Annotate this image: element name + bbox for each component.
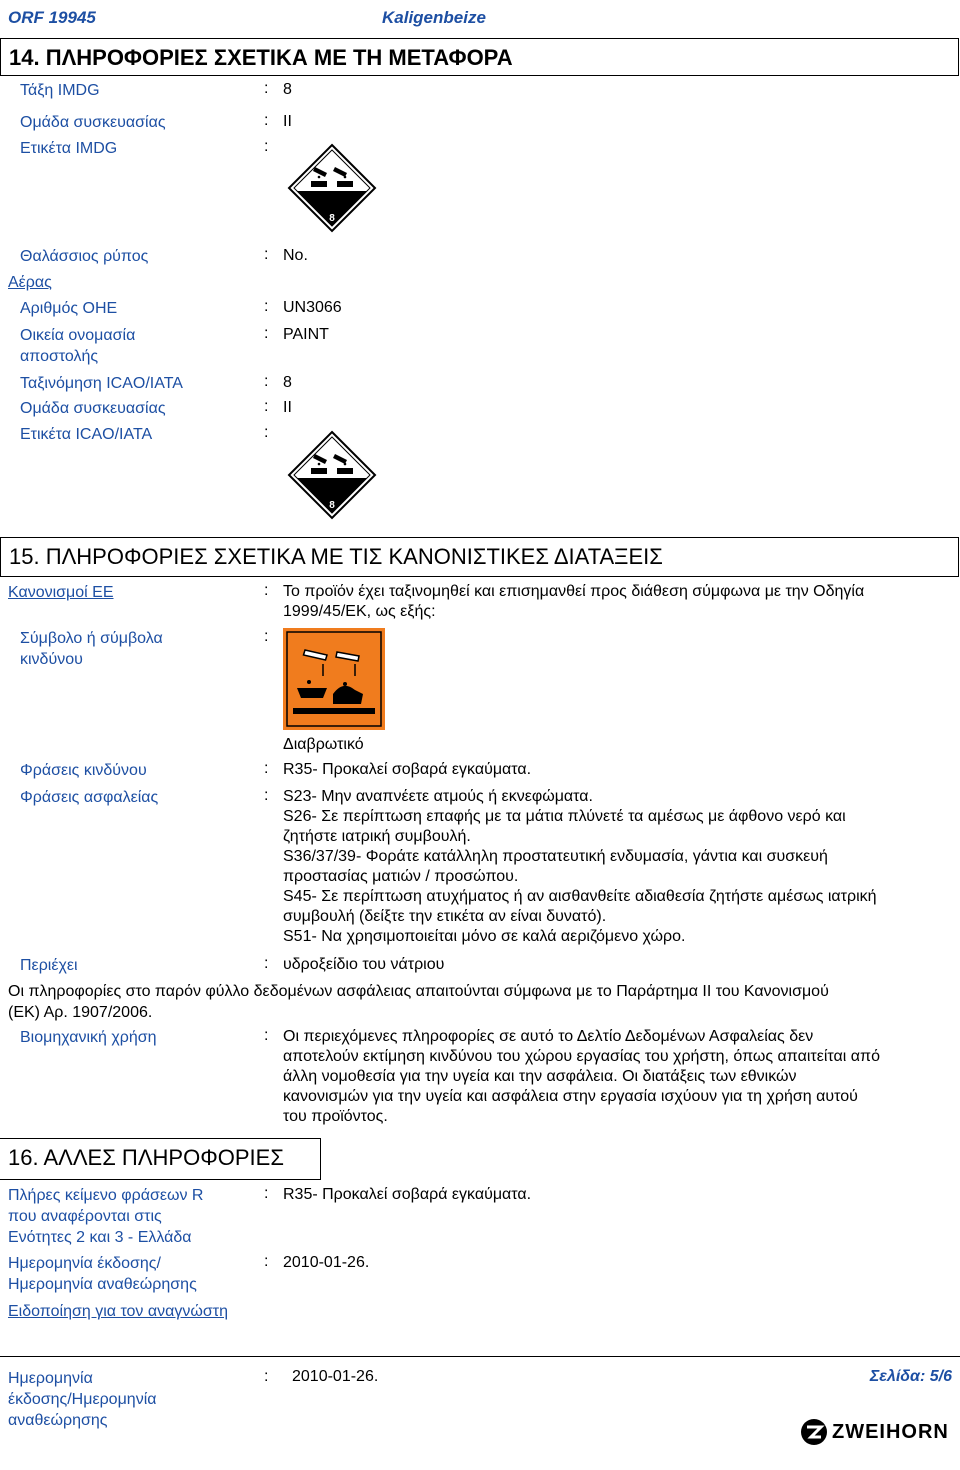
industrial-use-value bbox=[283, 1027, 880, 1127]
footer-date-label bbox=[8, 1368, 157, 1431]
colon: : bbox=[264, 246, 269, 263]
safety-phrase-line: S45- Σε περίπτωση ατυχήματος ή αν αισθανθείτε αδιαθεσία ζητήστε αμέσως ιατρική bbox=[283, 888, 877, 905]
colon: : bbox=[264, 955, 269, 972]
corrosive-placard-icon bbox=[287, 430, 377, 520]
risk-phrases-value: R35- Προκαλεί σοβαρά εγκαύματα. bbox=[283, 761, 532, 778]
corrosive-symbol-icon bbox=[283, 628, 385, 730]
product-code: ORF 19945 bbox=[8, 8, 96, 27]
logo-emblem-icon bbox=[800, 1418, 828, 1446]
industrial-use-line: αποτελούν εκτίμηση κινδύνου του χώρου εργασίας του χρήστη, όπως απαιτείται από bbox=[283, 1048, 880, 1065]
risk-phrases-label: Φράσεις κινδύνου bbox=[20, 762, 147, 779]
section-16-header bbox=[0, 1138, 321, 1180]
shipping-name-label-line: αποστολής bbox=[20, 348, 99, 365]
r-phrases-label-line: που αναφέρονται στις bbox=[8, 1208, 162, 1225]
imdg-packing-group-value: II bbox=[283, 113, 292, 130]
colon: : bbox=[264, 1368, 269, 1385]
regulation-note-line: (ΕΚ) Αρ. 1907/2006. bbox=[8, 1004, 153, 1021]
issue-date-label-line: Ημερομηνία έκδοσης/ bbox=[8, 1255, 161, 1272]
safety-phrase-line: S36/37/39- Φοράτε κατάλληλη προστατευτική ενδυμασία, γάντια και συσκευή bbox=[283, 848, 828, 865]
section-15-header bbox=[0, 537, 959, 577]
colon: : bbox=[264, 138, 269, 155]
zweihorn-logo bbox=[800, 1418, 949, 1446]
imdg-label-label: Ετικέτα IMDG bbox=[20, 140, 118, 157]
colon: : bbox=[264, 582, 269, 599]
contains-label: Περιέχει bbox=[20, 957, 78, 974]
r-phrases-label-line: Πλήρες κείμενο φράσεων R bbox=[8, 1187, 204, 1204]
hazard-symbol-label-line: κινδύνου bbox=[20, 651, 83, 668]
footer-divider bbox=[0, 1356, 960, 1357]
placard-number: 8 bbox=[329, 213, 335, 224]
colon: : bbox=[264, 1027, 269, 1044]
section-14-header bbox=[0, 38, 959, 76]
colon: : bbox=[264, 373, 269, 390]
hazard-symbol-label-line: Σύμβολο ή σύμβολα bbox=[20, 630, 163, 647]
colon: : bbox=[264, 112, 269, 129]
safety-phrases-label: Φράσεις ασφαλείας bbox=[20, 789, 159, 806]
section-14-title: 14. ΠΛΗΡΟΦΟΡΙΕΣ ΣΧΕΤΙΚΑ ΜΕ ΤΗ ΜΕΤΑΦΟΡΑ bbox=[9, 45, 513, 70]
r-phrases-full-text-label bbox=[8, 1185, 203, 1248]
iata-packing-group-label: Ομάδα συσκευασίας bbox=[20, 400, 166, 417]
logo-text: ZWEIHORN bbox=[832, 1420, 949, 1443]
footer-date-label-line: αναθεώρησης bbox=[8, 1412, 108, 1429]
un-number-label: Αριθμός ΟΗΕ bbox=[20, 300, 118, 317]
marine-pollutant-label: Θαλάσσιος ρύπος bbox=[20, 248, 149, 265]
eu-regulations-label: Κανονισμοί ΕΕ bbox=[8, 584, 114, 601]
issue-date-label-line: Ημερομηνία αναθεώρησης bbox=[8, 1276, 197, 1293]
r-phrases-label-line: Ενότητες 2 και 3 - Ελλάδα bbox=[8, 1229, 192, 1246]
iata-class-label: Ταξινόμηση ICAO/IATA bbox=[20, 375, 183, 392]
colon: : bbox=[264, 398, 269, 415]
hazard-symbol-caption: Διαβρωτικό bbox=[283, 736, 364, 753]
eu-regulations-line: Το προϊόν έχει ταξινομηθεί και επισημανθεί προς διάθεση σύμφωνα με την Οδηγία bbox=[283, 583, 865, 600]
iata-packing-group-value: II bbox=[283, 399, 292, 416]
eu-regulations-value bbox=[283, 582, 864, 622]
industrial-use-line: άλλη νομοθεσία για την υγεία και την ασφάλεια. Οι διατάξεις των εθνικών bbox=[283, 1068, 797, 1085]
safety-phrase-line: ζητήστε ιατρική συμβουλή. bbox=[283, 828, 471, 845]
hazard-symbol-label bbox=[20, 628, 163, 670]
placard-number: 8 bbox=[329, 500, 335, 511]
footer-date-value: 2010-01-26. bbox=[292, 1368, 379, 1385]
un-number-value: UN3066 bbox=[283, 299, 342, 316]
marine-pollutant-value: No. bbox=[283, 247, 308, 264]
page-number: Σελίδα: 5/6 bbox=[869, 1368, 952, 1385]
contains-value: υδροξείδιο του νάτριου bbox=[283, 956, 445, 973]
iata-label-label: Ετικέτα ICAO/IATA bbox=[20, 426, 153, 443]
safety-phrase-line: S51- Να χρησιμοποιείται μόνο σε καλά αεριζόμενο χώρο. bbox=[283, 928, 686, 945]
eu-regulations-line: 1999/45/ΕΚ, ως εξής: bbox=[283, 603, 436, 620]
industrial-use-line: κανονισμών για την υγεία και ασφάλεια στην εργασία ισχύουν για τη χρήση αυτού bbox=[283, 1088, 858, 1105]
colon: : bbox=[264, 1185, 269, 1202]
colon: : bbox=[264, 80, 269, 97]
safety-phrases-value bbox=[283, 787, 877, 947]
regulation-note bbox=[8, 981, 829, 1023]
industrial-use-label: Βιομηχανική χρήση bbox=[20, 1029, 157, 1046]
safety-phrase-line: προστασίας ματιών / προσώπου. bbox=[283, 868, 519, 885]
safety-phrase-line: S26- Σε περίπτωση επαφής με τα μάτια πλύνετέ τα αμέσως με άφθονο νερό και bbox=[283, 808, 846, 825]
shipping-name-label-line: Οικεία ονομασία bbox=[20, 327, 136, 344]
notice-to-reader-label: Ειδοποίηση για τον αναγνώστη bbox=[8, 1303, 228, 1320]
safety-phrase-line: συμβουλή (δείξτε την ετικέτα αν είναι δυνατό). bbox=[283, 908, 607, 925]
industrial-use-line: του προϊόντος. bbox=[283, 1108, 388, 1125]
safety-phrase-line: S23- Μην αναπνέετε ατμούς ή εκνεφώματα. bbox=[283, 788, 593, 805]
industrial-use-line: Οι περιεχόμενες πληροφορίες σε αυτό το Δελτίο Δεδομένων Ασφαλείας δεν bbox=[283, 1028, 814, 1045]
iata-class-value: 8 bbox=[283, 374, 292, 391]
r-phrases-full-text-value: R35- Προκαλεί σοβαρά εγκαύματα. bbox=[283, 1186, 532, 1203]
colon: : bbox=[264, 760, 269, 777]
issue-date-label bbox=[8, 1253, 197, 1295]
colon: : bbox=[264, 424, 269, 441]
colon: : bbox=[264, 628, 269, 645]
section-16-title: 16. ΑΛΛΕΣ ΠΛΗΡΟΦΟΡΙΕΣ bbox=[8, 1145, 284, 1170]
section-15-title: 15. ΠΛΗΡΟΦΟΡΙΕΣ ΣΧΕΤΙΚΑ ΜΕ ΤΙΣ ΚΑΝΟΝΙΣΤΙΚΕΣ ΔΙΑΤΑΞΕΙΣ bbox=[9, 544, 663, 569]
imdg-class-label: Τάξη IMDG bbox=[20, 82, 100, 99]
imdg-packing-group-label: Ομάδα συσκευασίας bbox=[20, 114, 166, 131]
air-heading: Αέρας bbox=[8, 274, 52, 291]
regulation-note-line: Οι πληροφορίες στο παρόν φύλλο δεδομένων ασφάλειας απαιτούνται σύμφωνα με το Παράρτημα II του Κανονισμού bbox=[8, 983, 829, 1000]
shipping-name-label bbox=[20, 325, 135, 367]
footer-date-label-line: Ημερομηνία bbox=[8, 1370, 93, 1387]
colon: : bbox=[264, 325, 269, 342]
corrosive-placard-icon bbox=[287, 143, 377, 233]
imdg-class-value: 8 bbox=[283, 81, 292, 98]
colon: : bbox=[264, 298, 269, 315]
footer-date-label-line: έκδοσης/Ημερομηνία bbox=[8, 1391, 157, 1408]
issue-date-value: 2010-01-26. bbox=[283, 1254, 370, 1271]
colon: : bbox=[264, 787, 269, 804]
colon: : bbox=[264, 1253, 269, 1270]
shipping-name-value: PAINT bbox=[283, 326, 329, 343]
company-name: Kaligenbeize bbox=[382, 8, 486, 27]
